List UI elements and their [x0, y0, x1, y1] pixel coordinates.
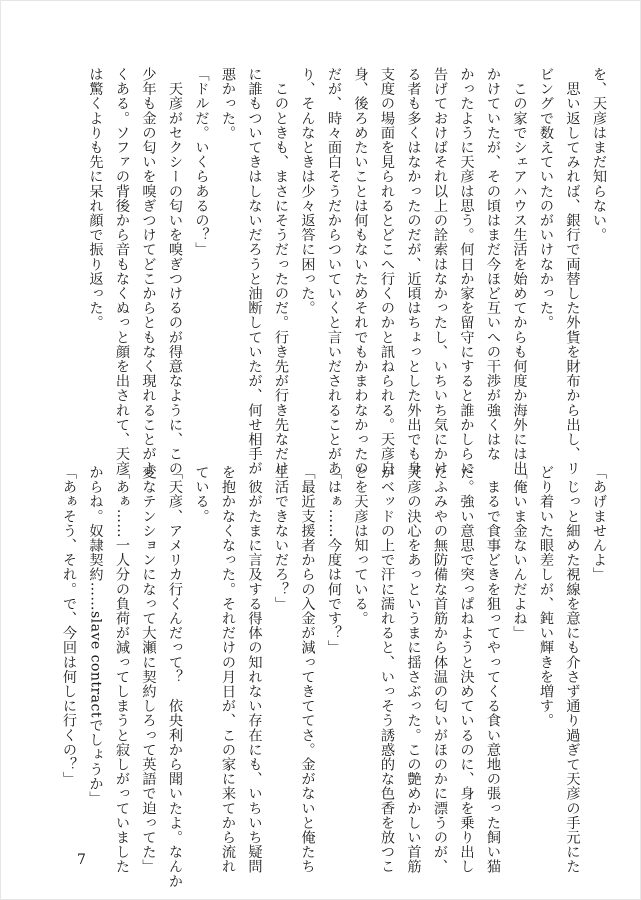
text-line: このときも、まさにそうだったのだ。行き先が行き先なだけ [273, 67, 289, 476]
text-line: かったように天彦は思う。何日か家を留守にすると誰かしらに [458, 67, 475, 476]
text-line: 生活できないだろ？」 [273, 465, 289, 611]
text-line: 天彦がセクシーの匂いを嗅ぎつけるのが得意なように、この [167, 67, 183, 476]
text-line: 変なテンションになって大瀬に契約しろって英語で迫ってた」 [140, 465, 157, 874]
text-line: ている。 [193, 465, 210, 524]
text-line: 「あぁそう、それ。で、今回は何しに行くの？」 [61, 465, 77, 787]
text-block-lower [56, 465, 613, 889]
text-line: り、そんなときは少々返答に困った。 [299, 67, 316, 316]
text-line: かけていたが、その頃はまだ今ほど互いへの干渉が強くはな [485, 67, 501, 462]
text-line: 「あげませんよ」 [591, 465, 607, 582]
text-line: とを天彦は知っている。 [352, 465, 369, 626]
text-line: 彼がたまに言及する得体の知れない存在にも、いちいち疑問 [246, 465, 263, 874]
text-line: 「俺いま金ないんだよね」 [511, 465, 528, 641]
text-line: どり着いた眼差しが、鈍い輝きを増す。 [538, 465, 554, 728]
text-line: ビングで数えていたのがいけなかった。 [538, 67, 554, 330]
text-line: 「ドルだ。いくらあるの？」 [193, 67, 210, 257]
text-line: 「天彦、アメリカ行くんだって？ 依央利から聞いたよ。なんか [167, 465, 183, 889]
text-line: この家でシェアハウス生活を始めてからも何度か海外には出 [511, 67, 528, 476]
text-line: 少年も金の匂いを嗅ぎつけてどこからともなく現れることがよ [140, 67, 157, 476]
text-line: 天彦の決心をあっというまに揺さぶった。この艶めかしい首筋 [405, 465, 422, 874]
text-block-upper [82, 67, 612, 477]
text-line: まるで食事どきを狙ってやってくる食い意地の張った飼い猫 [485, 465, 501, 874]
text-line: を、天彦はまだ知らない。 [591, 67, 607, 243]
text-line: 告げておけばそれ以上の詮索はなかったし、いちいち気にかけ [432, 67, 448, 476]
text-line: 「はぁ……今度は何です？」 [326, 465, 342, 655]
text-line: だ。強い意思で突っぱねようと決めているのに、身を乗り出し [458, 465, 475, 874]
text-line: がベッドの上で汗に濡れると、いっそう誘惑的な色香を放つこ [379, 465, 395, 874]
text-line: じっと細めた視線を意にも介さず通り過ぎて天彦の手元にた [564, 465, 581, 874]
text-line: 「あぁ……一人分の負荷が減ってしまうと寂しがっていました [114, 465, 130, 874]
text-line: 「最近支援者からの入金が減ってきててさ。金がないと俺たち [299, 465, 316, 874]
text-line: たふみやの無防備な首筋から体温の匂いがほのかに漂うのが、 [432, 465, 448, 874]
text-line: を抱かなくなった。それだけの月日が、この家に来てから流れ [220, 465, 236, 874]
text-line: くある。ソファの背後から音もなくぬっと顔を出されて、天彦 [114, 67, 130, 476]
text-line: は驚くよりも先に呆れ顔で振り返った。 [87, 67, 104, 330]
text-line: 思い返してみれば、銀行で両替した外貨を財布から出し、リ [564, 67, 581, 476]
text-line: る者も多くはなかったのだが、近頃はちょっとした外出でも身 [405, 67, 422, 476]
text-line: だが、時々面白そうだからついていくと言いだされることがあ [326, 67, 342, 476]
text-line: に誰もついてきはしないだろうと油断していたが、何せ相手が [246, 67, 263, 476]
text-line: 悪かった。 [220, 67, 236, 140]
text-line: 身、後ろめたいことは何もないためそれでもかまわなかったの [352, 67, 369, 476]
page-number: 7 [77, 852, 86, 868]
text-line: からね。奴隷契約……slave contractでしょうか」 [87, 465, 104, 806]
text-line: 支度の場面を見られるとどこへ行くのかと訊ねられる。天彦自 [379, 67, 395, 476]
